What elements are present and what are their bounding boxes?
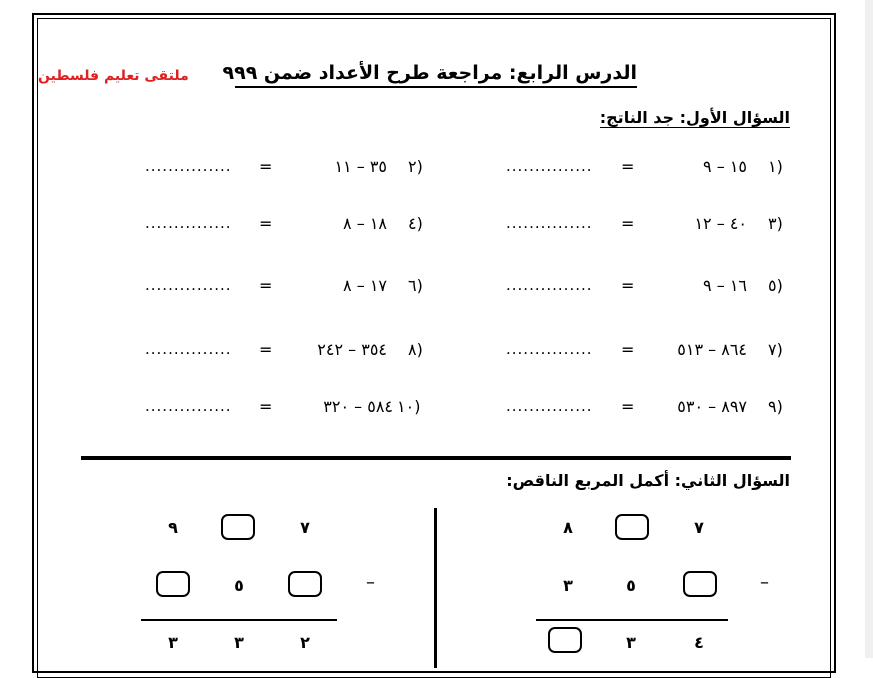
item-number: ٧) <box>768 340 783 359</box>
missing-digit-box[interactable] <box>288 571 322 597</box>
item-number: ٣) <box>768 214 783 233</box>
question-1-title: السؤال الأول: جد الناتج: <box>599 108 790 127</box>
equals-sign: = <box>621 340 635 359</box>
item-number: ١) <box>768 157 783 176</box>
equals-sign: = <box>259 397 273 416</box>
missing-digit-box[interactable] <box>221 514 255 540</box>
missing-digit-box[interactable] <box>156 571 190 597</box>
item-expression: ١٥ – ٩ <box>703 157 747 176</box>
sum-line <box>536 619 728 621</box>
equals-sign: = <box>259 157 273 176</box>
answer-blank: ............... <box>145 157 232 175</box>
equals-sign: = <box>621 157 635 176</box>
item-number: ٢) <box>408 157 423 176</box>
equals-sign: = <box>621 276 635 295</box>
item-expression: ١٧ – ٨ <box>343 276 387 295</box>
digit: ٣ <box>168 633 178 652</box>
item-expression: ٥٨٤ – ٣٢٠ <box>323 397 393 416</box>
problems-separator <box>434 508 437 668</box>
answer-blank: ............... <box>145 397 232 415</box>
equals-sign: = <box>259 214 273 233</box>
answer-blank: ............... <box>145 276 232 294</box>
item-expression: ٨٦٤ – ٥١٣ <box>677 340 747 359</box>
item-expression: ١٨ – ٨ <box>343 214 387 233</box>
digit: ٤ <box>694 633 704 652</box>
answer-blank: ............... <box>506 397 593 415</box>
answer-blank: ............... <box>506 157 593 175</box>
item-expression: ٤٠ – ١٢ <box>694 214 747 233</box>
item-expression: ١٦ – ٩ <box>703 276 747 295</box>
digit: ٣ <box>563 576 573 595</box>
scrollbar[interactable] <box>865 0 873 658</box>
section-divider <box>81 456 791 460</box>
item-number: ٩) <box>768 397 783 416</box>
item-number: ٦) <box>408 276 423 295</box>
digit: ٥ <box>234 576 244 595</box>
item-number: ٥) <box>768 276 783 295</box>
minus-sign: – <box>760 572 769 593</box>
item-expression: ٣٥٤ – ٢٤٢ <box>317 340 387 359</box>
answer-blank: ............... <box>506 214 593 232</box>
digit: ٩ <box>168 518 178 537</box>
answer-blank: ............... <box>145 340 232 358</box>
answer-blank: ............... <box>506 340 593 358</box>
missing-digit-box[interactable] <box>615 514 649 540</box>
minus-sign: – <box>366 572 375 593</box>
item-number: ٤) <box>408 214 423 233</box>
missing-digit-box[interactable] <box>548 627 582 653</box>
digit: ٣ <box>626 633 636 652</box>
digit: ٣ <box>234 633 244 652</box>
item-number: ٨) <box>408 340 423 359</box>
item-number: ١٠) <box>397 397 421 416</box>
missing-digit-box[interactable] <box>683 571 717 597</box>
equals-sign: = <box>621 397 635 416</box>
digit: ٧ <box>694 518 704 537</box>
item-expression: ٨٩٧ – ٥٣٠ <box>677 397 747 416</box>
equals-sign: = <box>621 214 635 233</box>
digit: ٨ <box>563 518 573 537</box>
sum-line <box>141 619 337 621</box>
digit: ٧ <box>300 518 310 537</box>
answer-blank: ............... <box>506 276 593 294</box>
lesson-title: الدرس الرابع: مراجعة طرح الأعداد ضمن ٩٩٩ <box>235 60 637 88</box>
digit: ٢ <box>300 633 310 652</box>
brand-label: ملتقى تعليم فلسطين <box>38 68 189 84</box>
equals-sign: = <box>259 340 273 359</box>
equals-sign: = <box>259 276 273 295</box>
answer-blank: ............... <box>145 214 232 232</box>
question-2-title: السؤال الثاني: أكمل المربع الناقص: <box>506 471 790 490</box>
item-expression: ٣٥ – ١١ <box>334 157 387 176</box>
digit: ٥ <box>626 576 636 595</box>
